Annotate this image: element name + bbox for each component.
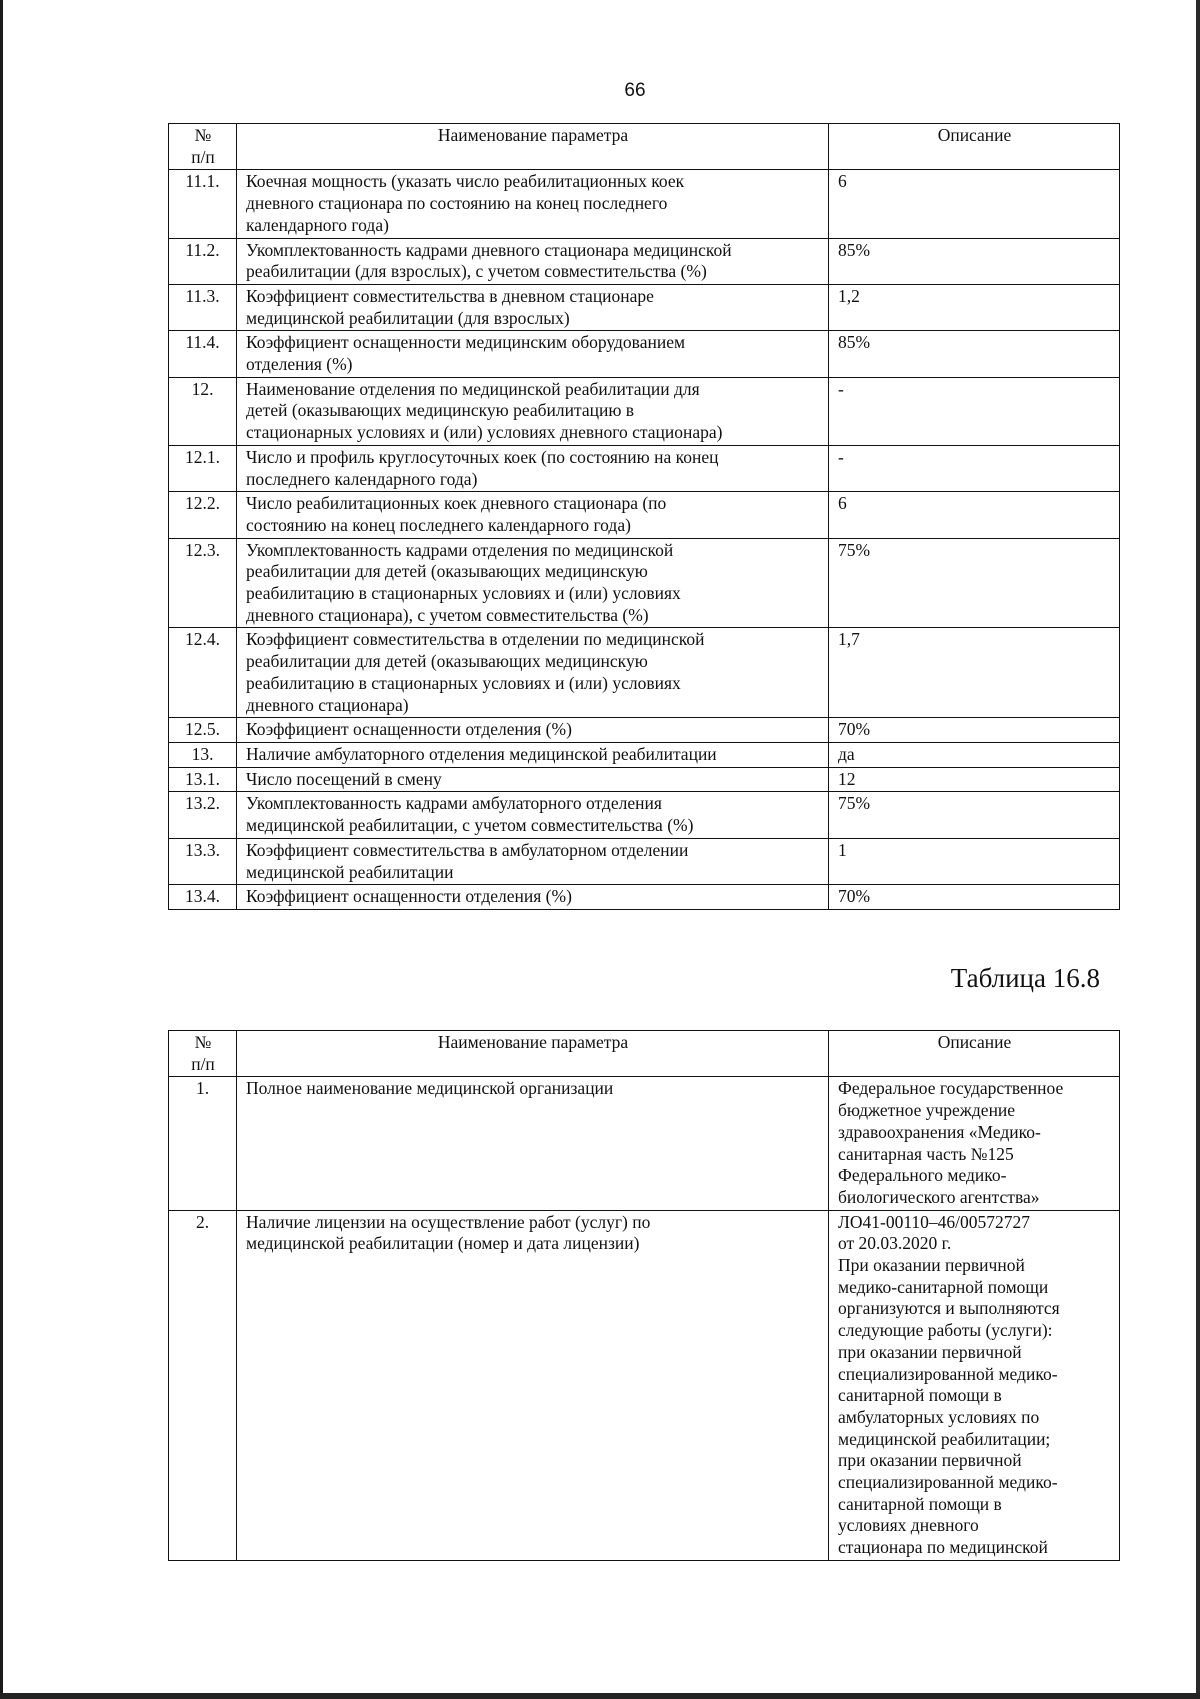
- parameter-name-cell: Коэффициент совместительства в дневном стационаре медицинской реабилитации (для взрослых): [237, 284, 829, 330]
- parameter-name-cell: Коэффициент оснащенности медицинским оборудованием отделения (%): [237, 331, 829, 377]
- table-body: [169, 170, 1120, 910]
- description-cell: ЛО41-00110–46/00572727 от 20.03.2020 г. При оказании первичной медико-санитарной помощи организуются и выполняются следующие работы (услуги): при оказании первичной специализированной медико- санитарной помощи в амбулаторных условиях по медицинской реабилитации; при оказании первичной специализированной медико- санитарной помощи в условиях дневного стационара по медицинской: [829, 1210, 1120, 1560]
- parameters-table-continued: [168, 123, 1120, 910]
- table-row: [169, 331, 1120, 377]
- row-number-cell: 1.: [169, 1077, 237, 1210]
- row-number-cell: 12.3.: [169, 538, 237, 628]
- description-cell: 70%: [829, 885, 1120, 910]
- header-description: Описание: [829, 124, 1120, 170]
- row-number-cell: 13.3.: [169, 838, 237, 884]
- header-description: Описание: [829, 1031, 1120, 1077]
- row-number-cell: 13.1.: [169, 767, 237, 792]
- scan-border-right: [1196, 0, 1200, 1699]
- table-row: [169, 885, 1120, 910]
- table-row: [169, 742, 1120, 767]
- table-row: [169, 1077, 1120, 1210]
- description-cell: 75%: [829, 792, 1120, 838]
- row-number-cell: 12.5.: [169, 718, 237, 743]
- table-row: [169, 445, 1120, 491]
- header-number: № п/п: [169, 1031, 237, 1077]
- scan-border-left: [0, 0, 3, 1699]
- scan-border-bottom: [0, 1693, 1200, 1699]
- table-row: [169, 492, 1120, 538]
- row-number-cell: 12.: [169, 377, 237, 445]
- parameter-name-cell: Коэффициент оснащенности отделения (%): [237, 718, 829, 743]
- table-row: [169, 238, 1120, 284]
- table-row: [169, 838, 1120, 884]
- row-number-cell: 11.2.: [169, 238, 237, 284]
- parameter-name-cell: Коечная мощность (указать число реабилитационных коек дневного стационара по состоянию на конец последнего календарного года): [237, 170, 829, 238]
- description-cell: 1,2: [829, 284, 1120, 330]
- table-row: [169, 1210, 1120, 1560]
- description-cell: 6: [829, 170, 1120, 238]
- description-cell: 1,7: [829, 628, 1120, 718]
- parameter-name-cell: Число и профиль круглосуточных коек (по состоянию на конец последнего календарного года): [237, 445, 829, 491]
- row-number-cell: 11.4.: [169, 331, 237, 377]
- table-row: [169, 718, 1120, 743]
- parameter-name-cell: Число реабилитационных коек дневного стационара (по состоянию на конец последнего календарного года): [237, 492, 829, 538]
- row-number-cell: 12.1.: [169, 445, 237, 491]
- description-cell: 6: [829, 492, 1120, 538]
- description-cell: -: [829, 377, 1120, 445]
- parameter-name-cell: Укомплектованность кадрами амбулаторного отделения медицинской реабилитации, с учетом совместительства (%): [237, 792, 829, 838]
- parameter-name-cell: Укомплектованность кадрами отделения по медицинской реабилитации для детей (оказывающих медицинскую реабилитацию в стационарных условиях и (или) условиях дневного стационара), с учетом совместительства (%): [237, 538, 829, 628]
- organization-table: [168, 1030, 1120, 1561]
- row-number-cell: 13.4.: [169, 885, 237, 910]
- row-number-cell: 12.4.: [169, 628, 237, 718]
- header-parameter-name: Наименование параметра: [237, 1031, 829, 1077]
- page-number: 66: [624, 80, 646, 101]
- row-number-cell: 2.: [169, 1210, 237, 1560]
- parameter-name-cell: Полное наименование медицинской организации: [237, 1077, 829, 1210]
- description-cell: да: [829, 742, 1120, 767]
- parameter-name-cell: Число посещений в смену: [237, 767, 829, 792]
- row-number-cell: 11.1.: [169, 170, 237, 238]
- parameter-name-cell: Коэффициент оснащенности отделения (%): [237, 885, 829, 910]
- parameter-name-cell: Наличие лицензии на осуществление работ (услуг) по медицинской реабилитации (номер и дата лицензии): [237, 1210, 829, 1560]
- row-number-cell: 12.2.: [169, 492, 237, 538]
- description-cell: 85%: [829, 238, 1120, 284]
- table-body: [169, 1077, 1120, 1560]
- parameter-name-cell: Коэффициент совместительства в амбулаторном отделении медицинской реабилитации: [237, 838, 829, 884]
- table-row: [169, 792, 1120, 838]
- parameter-name-cell: Коэффициент совместительства в отделении по медицинской реабилитации для детей (оказывающих медицинскую реабилитацию в стационарных условиях и (или) условиях дневного стационара): [237, 628, 829, 718]
- table-row: [169, 628, 1120, 718]
- parameter-name-cell: Наличие амбулаторного отделения медицинской реабилитации: [237, 742, 829, 767]
- table-row: [169, 170, 1120, 238]
- table-row: [169, 377, 1120, 445]
- header-number: № п/п: [169, 124, 237, 170]
- header-parameter-name: Наименование параметра: [237, 124, 829, 170]
- description-cell: 12: [829, 767, 1120, 792]
- table-caption: Таблица 16.8: [950, 963, 1100, 993]
- row-number-cell: 11.3.: [169, 284, 237, 330]
- description-cell: 75%: [829, 538, 1120, 628]
- description-cell: 1: [829, 838, 1120, 884]
- table-row: [169, 767, 1120, 792]
- row-number-cell: 13.2.: [169, 792, 237, 838]
- description-cell: 85%: [829, 331, 1120, 377]
- description-cell: 70%: [829, 718, 1120, 743]
- table-row: [169, 284, 1120, 330]
- parameter-name-cell: Укомплектованность кадрами дневного стационара медицинской реабилитации (для взрослых), с учетом совместительства (%): [237, 238, 829, 284]
- table-header-row: [169, 1031, 1120, 1077]
- description-cell: -: [829, 445, 1120, 491]
- parameter-name-cell: Наименование отделения по медицинской реабилитации для детей (оказывающих медицинскую реабилитацию в стационарных условиях и (или) условиях дневного стационара): [237, 377, 829, 445]
- row-number-cell: 13.: [169, 742, 237, 767]
- description-cell: Федеральное государственное бюджетное учреждение здравоохранения «Медико- санитарная часть №125 Федерального медико- биологического агентства»: [829, 1077, 1120, 1210]
- table-header-row: [169, 124, 1120, 170]
- table-row: [169, 538, 1120, 628]
